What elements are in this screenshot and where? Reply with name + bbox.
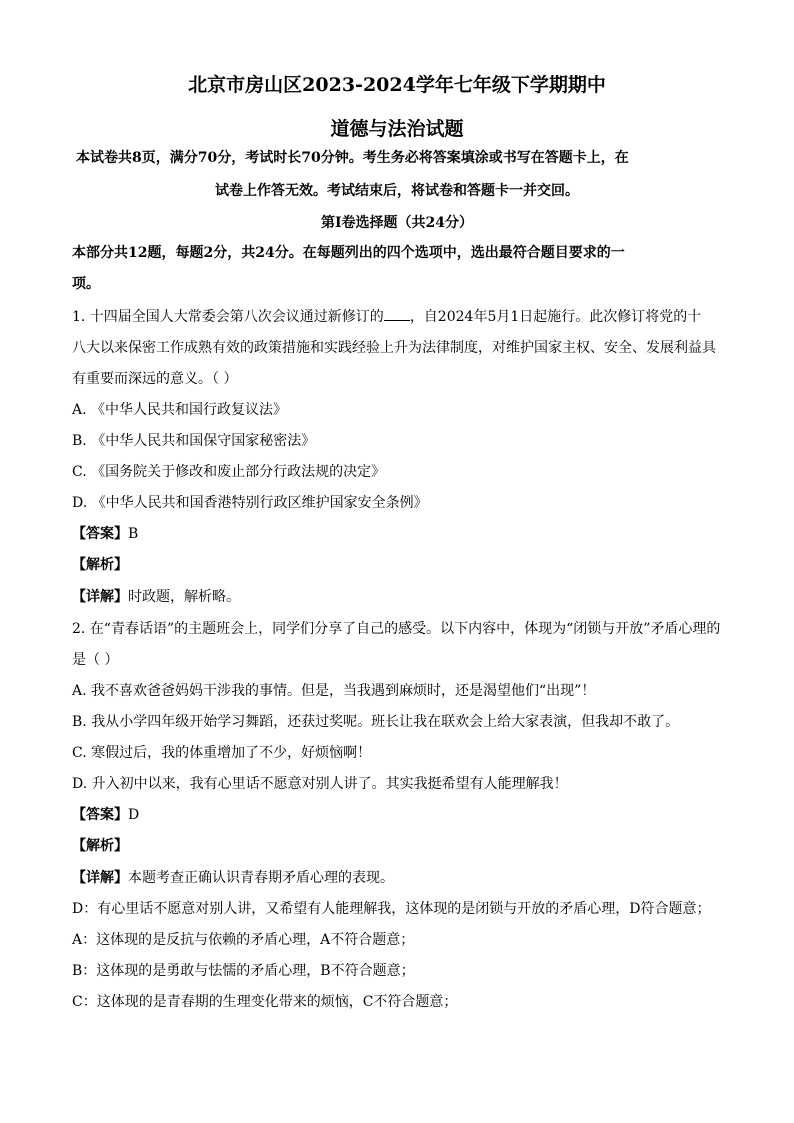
q1-stem-part-a: 1. 十四届全国人大常委会第八次会议通过新修订的 (72, 309, 384, 325)
q2-option-d: D. 升入初中以来，我有心里话不愿意对别人讲了。其实我挺希望有人能理解我！ (72, 776, 568, 792)
q1-stem-line-3: 有重要而深远的意义。（ ） (72, 371, 238, 387)
q1-option-d: D. 《中华人民共和国香港特别行政区维护国家安全条例》 (72, 495, 428, 511)
q2-detail (72, 868, 732, 888)
q1-detail-text: 时政题，解析略。 (128, 589, 240, 605)
q2-answer-value: D (128, 807, 140, 823)
instructions-line-2: 试卷上作答无效。考试结束后，将试卷和答题卡一并交回。 (215, 183, 579, 199)
q1-answer (72, 524, 732, 544)
q2-detail-tag: 【详解】 (72, 870, 128, 886)
q1-answer-value: B (128, 526, 139, 542)
page-title: 北京市房山区2023-2024学年七年级下学期期中 (188, 74, 606, 96)
q1-answer-tag: 【答案】 (72, 526, 128, 542)
q2-stem-line-2: 是（ ） (72, 652, 119, 668)
q2-answer-tag: 【答案】 (72, 807, 128, 823)
q1-detail (72, 587, 732, 607)
section-desc-line-1: 本部分共12题，每题2分，共24分。在每题列出的四个选项中，选出最符合题目要求的一 (72, 245, 625, 261)
q2-explain-c: C：这体现的是青春期的生理变化带来的烦恼，C不符合题意； (72, 994, 458, 1010)
q1-stem-line-1 (72, 307, 732, 327)
section-heading: 第Ⅰ卷选择题（共24分） (320, 215, 474, 231)
instructions-line-1: 本试卷共8页，满分70分，考试时长70分钟。考生务必将答案填涂或书写在答题卡上，在 (76, 150, 629, 166)
q1-blank (384, 307, 410, 321)
q2-option-b: B. 我从小学四年级开始学习舞蹈，还获过奖呢。班长让我在联欢会上给大家表演，但我却不敢了。 (72, 714, 680, 730)
q2-detail-text: 本题考查正确认识青春期矛盾心理的表现。 (128, 870, 394, 886)
q2-answer (72, 805, 732, 825)
q2-explain-b: B：这体现的是勇敢与怯懦的矛盾心理，B不符合题意； (72, 963, 415, 979)
q1-option-b: B. 《中华人民共和国保守国家秘密法》 (72, 433, 316, 449)
q2-analysis-tag: 【解析】 (72, 838, 128, 854)
q2-stem-line-1: 2. 在“青春话语”的主题班会上，同学们分享了自己的感受。以下内容中，体现为“闭锁与开放”矛盾心理的 (72, 621, 721, 637)
section-desc-line-2: 项。 (72, 276, 100, 292)
q1-detail-tag: 【详解】 (72, 589, 128, 605)
q1-option-c: C. 《国务院关于修改和废止部分行政法规的决定》 (72, 464, 386, 480)
q2-option-c: C. 寒假过后，我的体重增加了不少，好烦恼啊！ (72, 745, 372, 761)
page-subtitle: 道德与法治试题 (330, 118, 464, 140)
q1-analysis-tag: 【解析】 (72, 557, 128, 573)
q2-explain-a: A：这体现的是反抗与依赖的矛盾心理，A不符合题意； (72, 932, 415, 948)
q2-explain-d: D：有心里话不愿意对别人讲，又希望有人能理解我，这体现的是闭锁与开放的矛盾心理，D符合题意； (72, 901, 711, 917)
q1-stem-line-2: 八大以来保密工作成熟有效的政策措施和实践经验上升为法律制度，对维护国家主权、安全、发展利益具 (72, 340, 716, 356)
q1-option-a: A. 《中华人民共和国行政复议法》 (72, 402, 288, 418)
q1-stem-part-b: ，自2024年5月1日起施行。此次修订将党的十 (409, 309, 702, 325)
q2-option-a: A. 我不喜欢爸爸妈妈干涉我的事情。但是，当我遇到麻烦时，还是渴望他们“出现”！ (72, 683, 596, 699)
